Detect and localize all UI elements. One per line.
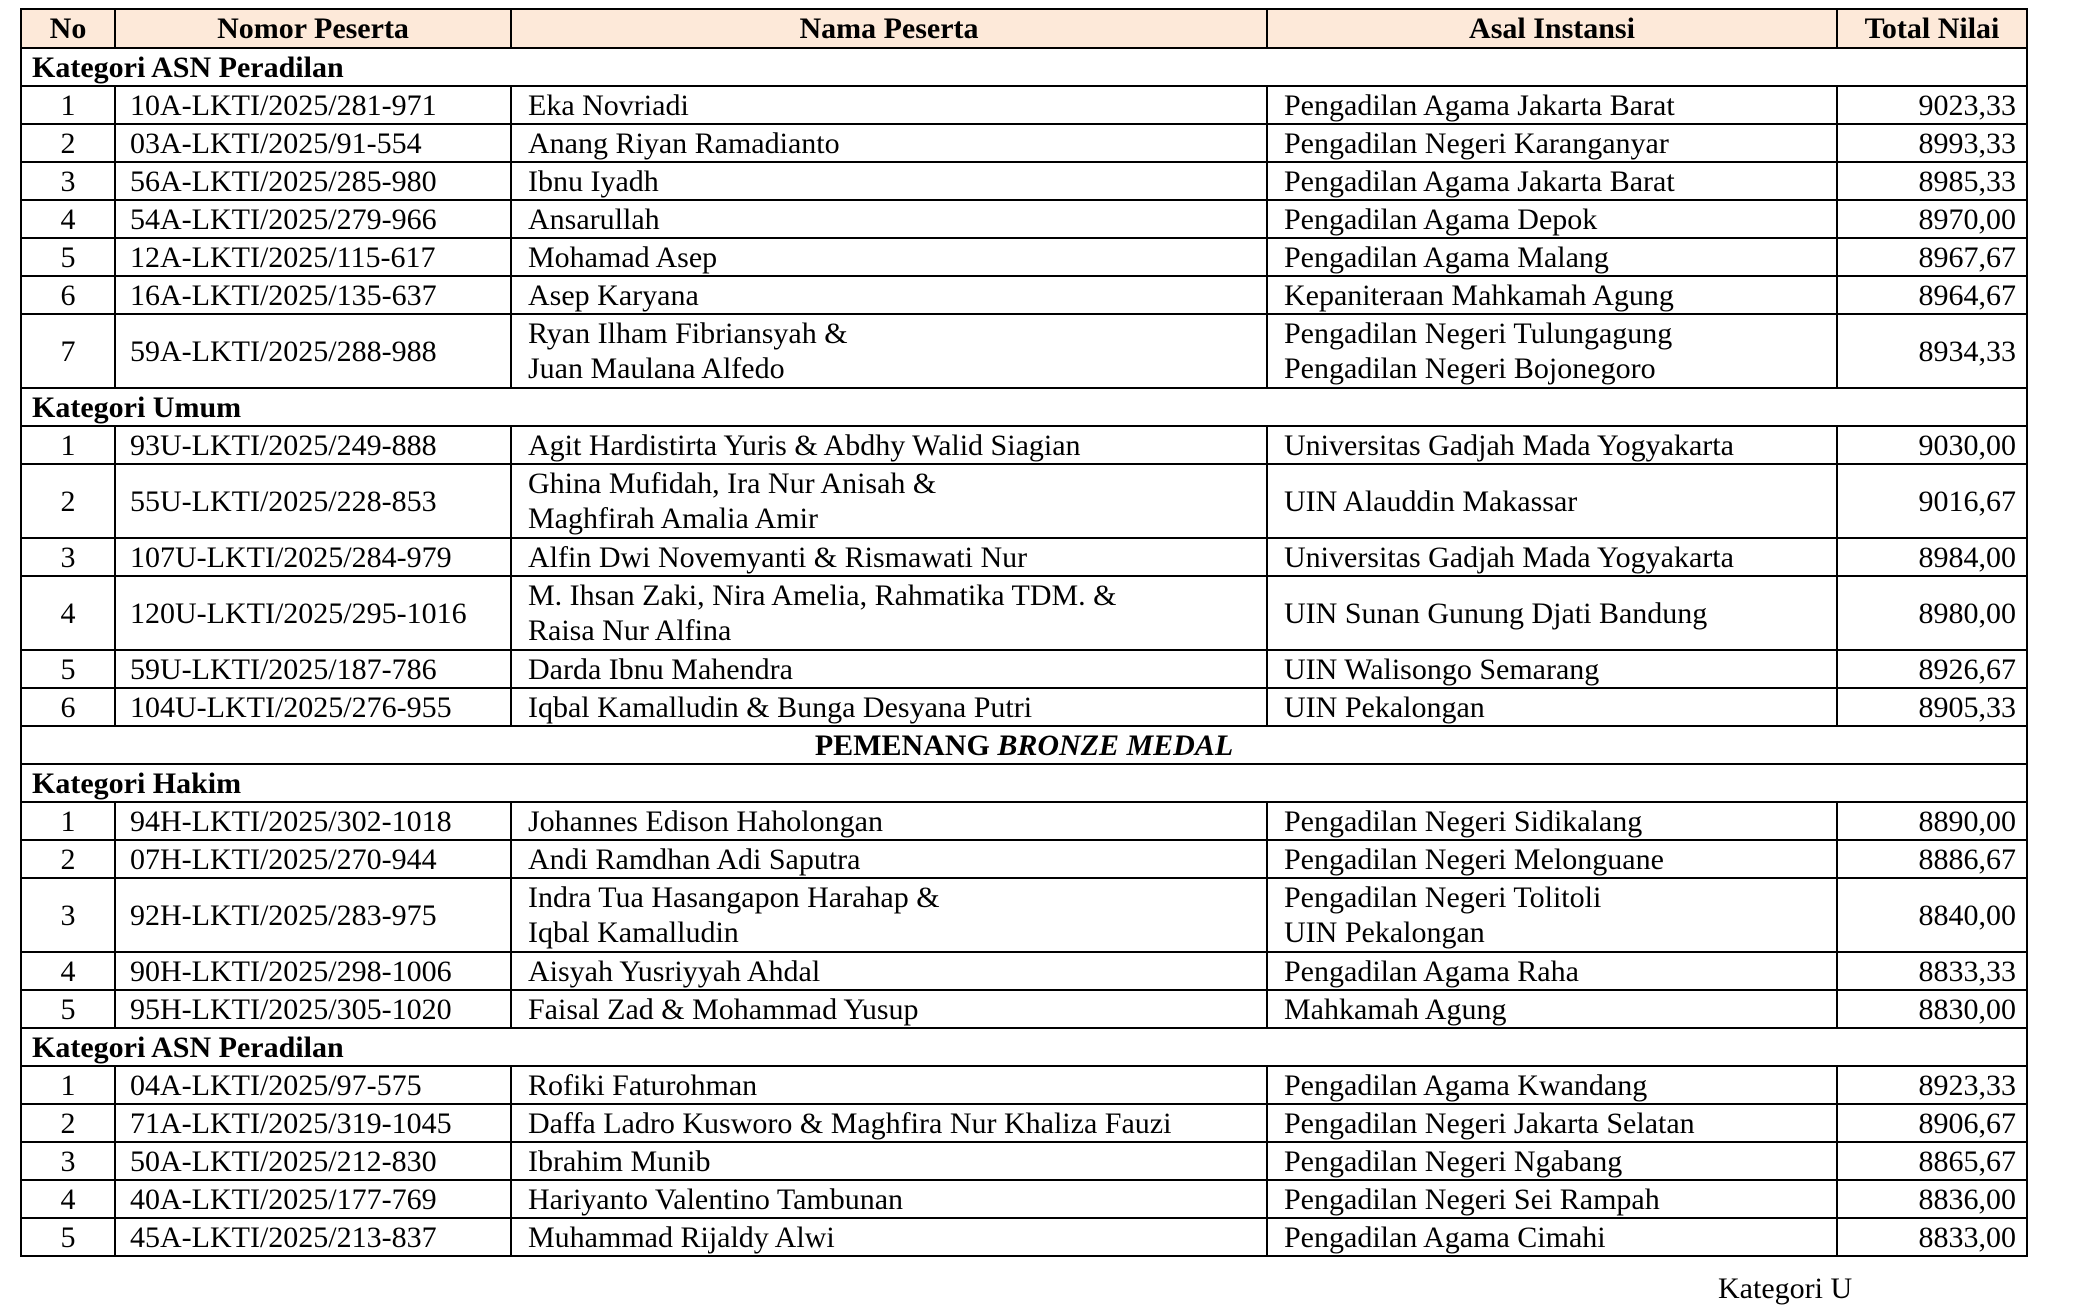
asal-line: UIN Pekalongan bbox=[1284, 690, 1485, 724]
cell-total-nilai: 8886,67 bbox=[1837, 840, 2027, 878]
cell-no: 2 bbox=[21, 124, 115, 162]
cell-nama-peserta bbox=[511, 124, 1267, 162]
cell-total-nilai: 8905,33 bbox=[1837, 688, 2027, 726]
cell-asal-instansi bbox=[1267, 538, 1837, 576]
table-row bbox=[21, 990, 2027, 1028]
nama-line: Alfin Dwi Novemyanti & Rismawati Nur bbox=[528, 540, 1028, 574]
asal-line: Pengadilan Agama Jakarta Barat bbox=[1284, 88, 1675, 122]
asal-line: UIN Alauddin Makassar bbox=[1284, 484, 1578, 518]
table-row bbox=[21, 1218, 2027, 1256]
cell-nomor-peserta: 93U-LKTI/2025/249-888 bbox=[115, 426, 511, 464]
section-title-italic: BRONZE MEDAL bbox=[997, 728, 1234, 762]
cell-nama-peserta bbox=[511, 464, 1267, 538]
cell-no: 5 bbox=[21, 238, 115, 276]
cell-asal-instansi bbox=[1267, 878, 1837, 952]
cell-nomor-peserta: 104U-LKTI/2025/276-955 bbox=[115, 688, 511, 726]
cell-total-nilai: 8980,00 bbox=[1837, 576, 2027, 650]
header-nama-peserta: Nama Peserta bbox=[511, 9, 1267, 48]
table-row bbox=[21, 1066, 2027, 1104]
cell-nomor-peserta: 90H-LKTI/2025/298-1006 bbox=[115, 952, 511, 990]
cell-nomor-peserta: 16A-LKTI/2025/135-637 bbox=[115, 276, 511, 314]
asal-line: UIN Walisongo Semarang bbox=[1284, 652, 1600, 686]
cell-total-nilai: 8934,33 bbox=[1837, 314, 2027, 388]
cell-nomor-peserta: 95H-LKTI/2025/305-1020 bbox=[115, 990, 511, 1028]
cell-nomor-peserta: 56A-LKTI/2025/285-980 bbox=[115, 162, 511, 200]
cell-no: 3 bbox=[21, 1142, 115, 1180]
nama-line: Faisal Zad & Mohammad Yusup bbox=[528, 992, 919, 1026]
cell-nama-peserta bbox=[511, 1066, 1267, 1104]
cell-no: 5 bbox=[21, 1218, 115, 1256]
cell-nama-peserta bbox=[511, 650, 1267, 688]
cell-asal-instansi bbox=[1267, 990, 1837, 1028]
cell-total-nilai: 8833,00 bbox=[1837, 1218, 2027, 1256]
cell-nama-peserta bbox=[511, 952, 1267, 990]
table-row bbox=[21, 576, 2027, 650]
cell-nomor-peserta: 10A-LKTI/2025/281-971 bbox=[115, 86, 511, 124]
cell-total-nilai: 8993,33 bbox=[1837, 124, 2027, 162]
cell-total-nilai: 8840,00 bbox=[1837, 878, 2027, 952]
section-title-row bbox=[21, 726, 2027, 764]
cell-total-nilai: 8833,33 bbox=[1837, 952, 2027, 990]
nama-line: Aisyah Yusriyyah Ahdal bbox=[528, 954, 821, 988]
table-row bbox=[21, 688, 2027, 726]
category-row bbox=[21, 48, 2027, 86]
cell-nomor-peserta: 40A-LKTI/2025/177-769 bbox=[115, 1180, 511, 1218]
nama-line: Asep Karyana bbox=[528, 278, 699, 312]
cell-nomor-peserta: 120U-LKTI/2025/295-1016 bbox=[115, 576, 511, 650]
table-row bbox=[21, 200, 2027, 238]
cell-no: 6 bbox=[21, 688, 115, 726]
category-label: Kategori Umum bbox=[21, 388, 2027, 426]
cell-nama-peserta bbox=[511, 576, 1267, 650]
asal-line: Pengadilan Agama Cimahi bbox=[1284, 1220, 1606, 1254]
cell-asal-instansi bbox=[1267, 650, 1837, 688]
cell-no: 4 bbox=[21, 576, 115, 650]
cell-total-nilai: 8830,00 bbox=[1837, 990, 2027, 1028]
cell-nomor-peserta: 59A-LKTI/2025/288-988 bbox=[115, 314, 511, 388]
nama-line: Iqbal Kamalludin & Bunga Desyana Putri bbox=[528, 690, 1033, 724]
header-nomor-peserta: Nomor Peserta bbox=[115, 9, 511, 48]
table-row bbox=[21, 162, 2027, 200]
table-row bbox=[21, 124, 2027, 162]
nama-line: Anang Riyan Ramadianto bbox=[528, 126, 840, 160]
cell-nomor-peserta: 59U-LKTI/2025/187-786 bbox=[115, 650, 511, 688]
asal-line: Pengadilan Negeri Sidikalang bbox=[1284, 804, 1643, 838]
cell-no: 6 bbox=[21, 276, 115, 314]
cell-nama-peserta bbox=[511, 1218, 1267, 1256]
cell-asal-instansi bbox=[1267, 802, 1837, 840]
cell-total-nilai: 8970,00 bbox=[1837, 200, 2027, 238]
asal-line: Pengadilan Agama Kwandang bbox=[1284, 1068, 1648, 1102]
nama-line: Andi Ramdhan Adi Saputra bbox=[528, 842, 861, 876]
cell-total-nilai: 8985,33 bbox=[1837, 162, 2027, 200]
table-row bbox=[21, 314, 2027, 388]
cell-nama-peserta bbox=[511, 200, 1267, 238]
cell-asal-instansi bbox=[1267, 124, 1837, 162]
cell-nomor-peserta: 92H-LKTI/2025/283-975 bbox=[115, 878, 511, 952]
cell-no: 3 bbox=[21, 878, 115, 952]
cell-nama-peserta bbox=[511, 276, 1267, 314]
nama-line: Ibrahim Munib bbox=[528, 1144, 711, 1178]
cell-asal-instansi bbox=[1267, 314, 1837, 388]
cell-nama-peserta bbox=[511, 1104, 1267, 1142]
cell-asal-instansi bbox=[1267, 200, 1837, 238]
cell-no: 4 bbox=[21, 200, 115, 238]
nama-line: Johannes Edison Haholongan bbox=[528, 804, 883, 838]
category-label: Kategori ASN Peradilan bbox=[21, 48, 2027, 86]
cell-total-nilai: 8926,67 bbox=[1837, 650, 2027, 688]
nama-line: Indra Tua Hasangapon Harahap & bbox=[528, 881, 940, 914]
cell-no: 5 bbox=[21, 650, 115, 688]
cell-total-nilai: 8984,00 bbox=[1837, 538, 2027, 576]
cell-asal-instansi bbox=[1267, 464, 1837, 538]
cell-total-nilai: 8923,33 bbox=[1837, 1066, 2027, 1104]
nama-line: Muhammad Rijaldy Alwi bbox=[528, 1220, 835, 1254]
cell-asal-instansi bbox=[1267, 840, 1837, 878]
header-total-nilai: Total Nilai bbox=[1837, 9, 2027, 48]
nama-line: Ghina Mufidah, Ira Nur Anisah & bbox=[528, 467, 937, 500]
header-no: No bbox=[21, 9, 115, 48]
cell-no: 2 bbox=[21, 840, 115, 878]
asal-line: Universitas Gadjah Mada Yogyakarta bbox=[1284, 540, 1734, 574]
nama-line: Rofiki Faturohman bbox=[528, 1068, 758, 1102]
nama-line: Maghfirah Amalia Amir bbox=[528, 502, 818, 535]
asal-line: Pengadilan Negeri Tolitoli bbox=[1284, 881, 1602, 914]
cell-no: 1 bbox=[21, 426, 115, 464]
cell-nama-peserta bbox=[511, 990, 1267, 1028]
table-row bbox=[21, 840, 2027, 878]
cell-asal-instansi bbox=[1267, 1142, 1837, 1180]
table-row bbox=[21, 1142, 2027, 1180]
asal-line: UIN Sunan Gunung Djati Bandung bbox=[1284, 596, 1708, 630]
nama-line: M. Ihsan Zaki, Nira Amelia, Rahmatika TDM. & bbox=[528, 579, 1117, 612]
asal-line: Pengadilan Agama Malang bbox=[1284, 240, 1609, 274]
cell-total-nilai: 8964,67 bbox=[1837, 276, 2027, 314]
cell-no: 1 bbox=[21, 86, 115, 124]
table-row bbox=[21, 538, 2027, 576]
cell-total-nilai: 9023,33 bbox=[1837, 86, 2027, 124]
cell-nomor-peserta: 07H-LKTI/2025/270-944 bbox=[115, 840, 511, 878]
cell-total-nilai: 8836,00 bbox=[1837, 1180, 2027, 1218]
asal-line: Pengadilan Negeri Melonguane bbox=[1284, 842, 1664, 876]
cell-total-nilai: 9016,67 bbox=[1837, 464, 2027, 538]
nama-line: Hariyanto Valentino Tambunan bbox=[528, 1182, 904, 1216]
cell-nama-peserta bbox=[511, 802, 1267, 840]
cell-asal-instansi bbox=[1267, 162, 1837, 200]
cell-nama-peserta bbox=[511, 840, 1267, 878]
cell-total-nilai: 8865,67 bbox=[1837, 1142, 2027, 1180]
table-row bbox=[21, 802, 2027, 840]
table-row bbox=[21, 464, 2027, 538]
cell-no: 5 bbox=[21, 990, 115, 1028]
section-title-prefix: PEMENANG bbox=[814, 728, 998, 762]
cell-nama-peserta bbox=[511, 1180, 1267, 1218]
nama-line: Ibnu Iyadh bbox=[528, 164, 659, 198]
table-row bbox=[21, 238, 2027, 276]
cell-asal-instansi bbox=[1267, 688, 1837, 726]
cell-no: 1 bbox=[21, 802, 115, 840]
cell-nama-peserta bbox=[511, 1142, 1267, 1180]
cell-nama-peserta bbox=[511, 86, 1267, 124]
cell-nama-peserta bbox=[511, 426, 1267, 464]
table-row bbox=[21, 276, 2027, 314]
cell-nomor-peserta: 55U-LKTI/2025/228-853 bbox=[115, 464, 511, 538]
cell-nomor-peserta: 04A-LKTI/2025/97-575 bbox=[115, 1066, 511, 1104]
document-page bbox=[20, 8, 2028, 1257]
cell-nama-peserta bbox=[511, 538, 1267, 576]
cell-nomor-peserta: 71A-LKTI/2025/319-1045 bbox=[115, 1104, 511, 1142]
cell-no: 4 bbox=[21, 1180, 115, 1218]
cell-asal-instansi bbox=[1267, 238, 1837, 276]
nama-line: Mohamad Asep bbox=[528, 240, 718, 274]
asal-line: Pengadilan Negeri Sei Rampah bbox=[1284, 1182, 1660, 1216]
asal-line: Universitas Gadjah Mada Yogyakarta bbox=[1284, 428, 1734, 462]
cell-no: 7 bbox=[21, 314, 115, 388]
asal-line: Pengadilan Agama Jakarta Barat bbox=[1284, 164, 1675, 198]
nama-line: Darda Ibnu Mahendra bbox=[528, 652, 793, 686]
cell-total-nilai: 9030,00 bbox=[1837, 426, 2027, 464]
nama-line: Eka Novriadi bbox=[528, 88, 689, 122]
nama-line: Ryan Ilham Fibriansyah & bbox=[528, 317, 848, 350]
cell-nomor-peserta: 03A-LKTI/2025/91-554 bbox=[115, 124, 511, 162]
table-row bbox=[21, 878, 2027, 952]
category-row bbox=[21, 764, 2027, 802]
table-row bbox=[21, 952, 2027, 990]
nama-line: Agit Hardistirta Yuris & Abdhy Walid Siagian bbox=[528, 428, 1081, 462]
cell-nama-peserta bbox=[511, 238, 1267, 276]
table-row bbox=[21, 1180, 2027, 1218]
asal-line: Pengadilan Agama Raha bbox=[1284, 954, 1579, 988]
cell-asal-instansi bbox=[1267, 86, 1837, 124]
nama-line: Daffa Ladro Kusworo & Maghfira Nur Khaliza Fauzi bbox=[528, 1106, 1172, 1140]
cell-total-nilai: 8967,67 bbox=[1837, 238, 2027, 276]
cell-total-nilai: 8906,67 bbox=[1837, 1104, 2027, 1142]
cell-asal-instansi bbox=[1267, 1218, 1837, 1256]
cell-nama-peserta bbox=[511, 878, 1267, 952]
cell-asal-instansi bbox=[1267, 1104, 1837, 1142]
category-row bbox=[21, 1028, 2027, 1066]
header-asal-instansi: Asal Instansi bbox=[1267, 9, 1837, 48]
cell-asal-instansi bbox=[1267, 1066, 1837, 1104]
cell-total-nilai: 8890,00 bbox=[1837, 802, 2027, 840]
asal-line: Pengadilan Negeri Jakarta Selatan bbox=[1284, 1106, 1695, 1140]
table-row bbox=[21, 426, 2027, 464]
category-label: Kategori Hakim bbox=[21, 764, 2027, 802]
cell-asal-instansi bbox=[1267, 276, 1837, 314]
asal-line: Kepaniteraan Mahkamah Agung bbox=[1284, 278, 1674, 312]
cell-nama-peserta bbox=[511, 688, 1267, 726]
table-row bbox=[21, 650, 2027, 688]
cell-no: 3 bbox=[21, 538, 115, 576]
asal-line: Pengadilan Agama Depok bbox=[1284, 202, 1598, 236]
asal-line: UIN Pekalongan bbox=[1284, 916, 1485, 949]
cell-nomor-peserta: 107U-LKTI/2025/284-979 bbox=[115, 538, 511, 576]
cell-nama-peserta bbox=[511, 314, 1267, 388]
nama-line: Ansarullah bbox=[528, 202, 660, 236]
asal-line: Pengadilan Negeri Karanganyar bbox=[1284, 126, 1669, 160]
cell-no: 2 bbox=[21, 1104, 115, 1142]
cell-nomor-peserta: 94H-LKTI/2025/302-1018 bbox=[115, 802, 511, 840]
asal-line: Pengadilan Negeri Ngabang bbox=[1284, 1144, 1623, 1178]
nama-line: Iqbal Kamalludin bbox=[528, 916, 739, 949]
cell-nomor-peserta: 45A-LKTI/2025/213-837 bbox=[115, 1218, 511, 1256]
nama-line: Raisa Nur Alfina bbox=[528, 614, 732, 647]
asal-line: Pengadilan Negeri Tulungagung bbox=[1284, 317, 1673, 350]
cell-nama-peserta bbox=[511, 162, 1267, 200]
category-label: Kategori ASN Peradilan bbox=[21, 1028, 2027, 1066]
cell-no: 1 bbox=[21, 1066, 115, 1104]
cell-asal-instansi bbox=[1267, 576, 1837, 650]
page-footer-fragment: Kategori U bbox=[1718, 1272, 1853, 1305]
cell-nomor-peserta: 54A-LKTI/2025/279-966 bbox=[115, 200, 511, 238]
cell-no: 2 bbox=[21, 464, 115, 538]
cell-no: 3 bbox=[21, 162, 115, 200]
asal-line: Pengadilan Negeri Bojonegoro bbox=[1284, 352, 1656, 385]
cell-asal-instansi bbox=[1267, 952, 1837, 990]
asal-line: Mahkamah Agung bbox=[1284, 992, 1507, 1026]
cell-nomor-peserta: 12A-LKTI/2025/115-617 bbox=[115, 238, 511, 276]
section-title bbox=[21, 726, 2027, 764]
table-row bbox=[21, 86, 2027, 124]
cell-nomor-peserta: 50A-LKTI/2025/212-830 bbox=[115, 1142, 511, 1180]
category-row bbox=[21, 388, 2027, 426]
results-table bbox=[20, 8, 2028, 1257]
cell-no: 4 bbox=[21, 952, 115, 990]
header-row bbox=[21, 9, 2027, 48]
nama-line: Juan Maulana Alfedo bbox=[528, 352, 785, 385]
cell-asal-instansi bbox=[1267, 1180, 1837, 1218]
table-row bbox=[21, 1104, 2027, 1142]
cell-asal-instansi bbox=[1267, 426, 1837, 464]
